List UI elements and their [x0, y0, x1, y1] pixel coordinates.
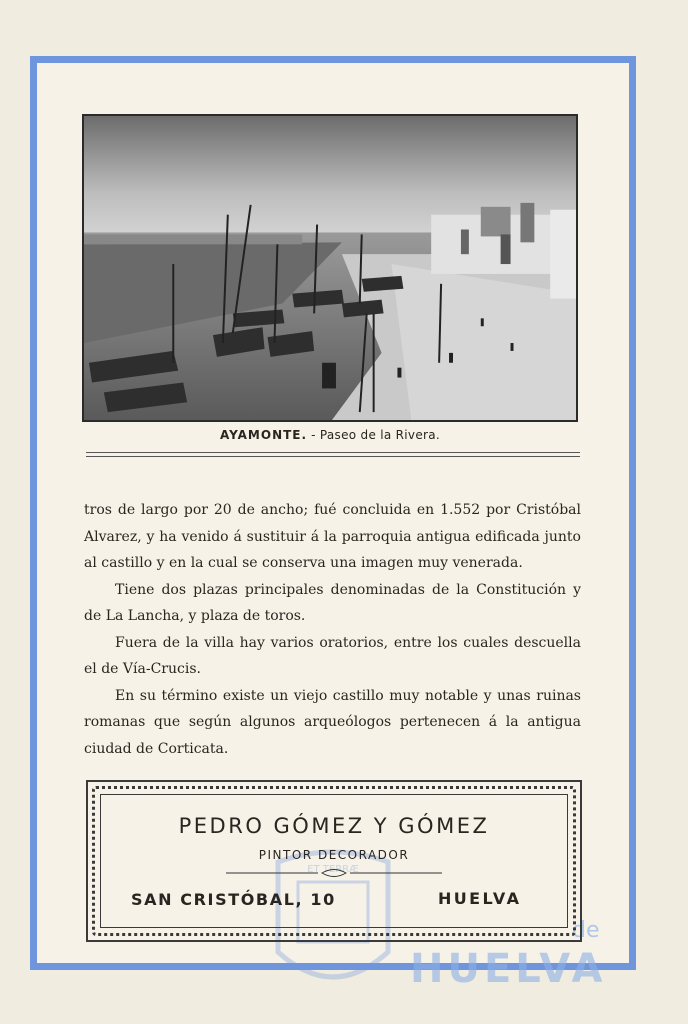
paragraph: tros de largo por 20 de ancho; fué concluida en 1.552 por Cristóbal Alvarez, y ha venido á sustituir á la parroquia antigua edificada junto al castillo y en la cual se conserva una imagen muy venerada. [84, 502, 581, 571]
advertiser-name: PEDRO GÓMEZ Y GÓMEZ [178, 814, 490, 838]
caption-rule [86, 456, 580, 457]
paragraph: Tiene dos plazas principales denominadas de la Constitución y de La Lancha, y plaza de toros. [84, 581, 581, 624]
advertiser-street: SAN CRISTÓBAL, 10 [131, 890, 336, 909]
watermark-huelva: HUELVA [410, 946, 607, 992]
caption-rule [86, 452, 580, 453]
paragraph: Fuera de la villa hay varios oratorios, entre los cuales descuella el de Vía-Crucis. [84, 634, 581, 677]
photo-caption [82, 428, 578, 442]
photo-ayamonte-riverside [82, 114, 578, 422]
divider-ornament [226, 868, 442, 878]
body-text [84, 497, 581, 762]
watermark-de: de [572, 918, 600, 943]
caption-description: - Paseo de la Rivera. [307, 428, 441, 442]
seal-text: ET TERRÆ [307, 864, 359, 875]
advertiser-city: HUELVA [438, 889, 522, 908]
caption-place: AYAMONTE. [219, 428, 308, 442]
paragraph: En su término existe un viejo castillo muy notable y unas ruinas romanas que según algunos arqueólogos pertenecen á la antigua ciudad de Corticata. [84, 687, 581, 757]
advertiser-trade: PINTOR DECORADOR [258, 848, 410, 862]
